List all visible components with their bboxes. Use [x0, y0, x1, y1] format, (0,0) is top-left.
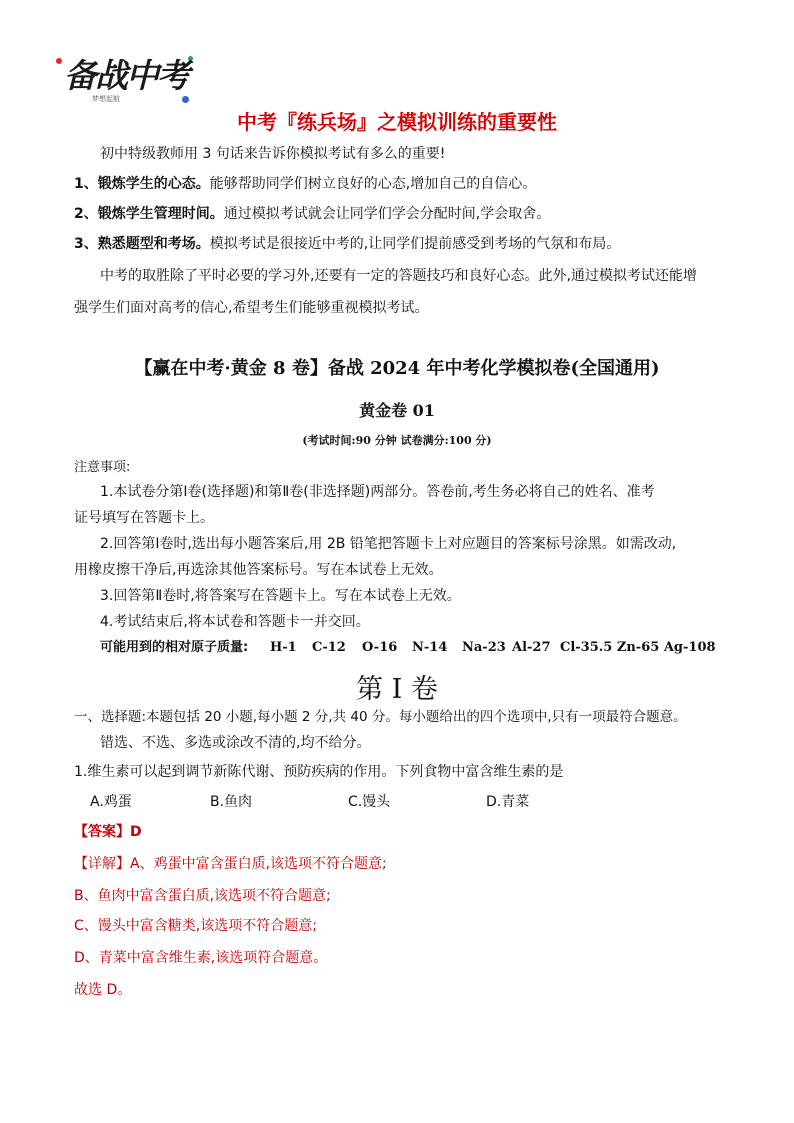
intro-point-text: 能够帮助同学们树立良好的心态,增加自己的自信心。 — [209, 176, 537, 192]
intro-point-label: 2、锻炼学生管理时间。 — [74, 206, 224, 222]
atomic-mass: Al-27 — [512, 640, 551, 655]
conclusion: 故选 D。 — [74, 982, 132, 998]
intro-point-text: 模拟考试是很接近中考的,让同学们提前感受到考场的气氛和布局。 — [209, 236, 621, 252]
intro-point-1 — [74, 174, 536, 194]
option-b: B.鱼肉 — [210, 794, 253, 810]
notes-item: 1.本试卷分第Ⅰ卷(选择题)和第Ⅱ卷(非选择题)两部分。答卷前,考生务必将自己的姓名、准考 — [100, 484, 655, 500]
option-c: C.馒头 — [348, 794, 391, 810]
atomic-mass: Cl-35.5 Zn-65 Ag-108 — [560, 640, 716, 655]
exam-time-info: (考试时间:90 分钟 试卷满分:100 分) — [302, 434, 492, 447]
atomic-mass-label: 可能用到的相对原子质量: — [100, 640, 249, 655]
detail-line: C、馒头中富含糖类,该选项不符合题意; — [74, 918, 317, 934]
detail-line: 【详解】A、鸡蛋中富含蛋白质,该选项不符合题意; — [74, 856, 387, 872]
atomic-mass: Na-23 — [462, 640, 506, 655]
logo-dot-icon — [188, 56, 193, 61]
detail-line: D、青菜中富含维生素,该选项符合题意。 — [74, 950, 328, 966]
atomic-mass: H-1 — [270, 640, 297, 655]
notes-item: 4.考试结束后,将本试卷和答题卡一并交回。 — [100, 614, 370, 630]
exam-subtitle: 黄金卷 01 — [359, 401, 435, 420]
logo-text: 备战中考 — [64, 56, 188, 95]
logo-dot-icon — [182, 96, 189, 103]
option-d: D.青菜 — [486, 794, 530, 810]
detail-line: B、鱼肉中富含蛋白质,该选项不符合题意; — [74, 888, 331, 904]
section-title: 第 I 卷 — [356, 674, 438, 705]
exam-title: 【赢在中考·黄金 8 卷】备战 2024 年中考化学模拟卷(全国通用) — [134, 358, 660, 379]
notes-item: 3.回答第Ⅱ卷时,将答案写在答题卡上。写在本试卷上无效。 — [100, 588, 461, 604]
atomic-mass: C-12 — [312, 640, 346, 655]
intro-point-label: 1、锻炼学生的心态。 — [74, 176, 210, 192]
intro-point-3 — [74, 234, 620, 254]
intro-lead: 初中特级教师用 3 句话来告诉你模拟考试有多么的重要! — [100, 146, 446, 162]
atomic-mass: N-14 — [412, 640, 448, 655]
answer-label: 【答案】D — [74, 824, 142, 840]
intro-closing-line2: 强学生们面对高考的信心,希望考生们能够重视模拟考试。 — [74, 300, 429, 316]
header-title: 中考『练兵场』之模拟训练的重要性 — [237, 110, 557, 134]
logo-dot-icon — [56, 58, 62, 64]
logo — [62, 50, 194, 108]
intro-point-text: 通过模拟考试就会让同学们学会分配时间,学会取舍。 — [223, 206, 551, 222]
intro-point-2 — [74, 204, 550, 224]
notes-item: 2.回答第Ⅰ卷时,选出每小题答案后,用 2B 铅笔把答题卡上对应题目的答案标号涂黑。如需改动, — [100, 536, 677, 552]
intro-point-label: 3、熟悉题型和考场。 — [74, 236, 210, 252]
notes-item: 用橡皮擦干净后,再选涂其他答案标号。写在本试卷上无效。 — [74, 562, 443, 578]
section-instruction-line1: 一、选择题:本题包括 20 小题,每小题 2 分,共 40 分。每小题给出的四个选项中,只有一项最符合题意。 — [74, 709, 687, 725]
notes-heading: 注意事项: — [74, 460, 131, 475]
option-a: A.鸡蛋 — [90, 794, 132, 810]
intro-closing-line1: 中考的取胜除了平时必要的学习外,还要有一定的答题技巧和良好心态。此外,通过模拟考试还能增 — [100, 268, 697, 284]
question-stem: 1.维生素可以起到调节新陈代谢、预防疾病的作用。下列食物中富含维生素的是 — [74, 764, 564, 780]
atomic-mass: O-16 — [362, 640, 398, 655]
notes-item: 证号填写在答题卡上。 — [74, 510, 214, 526]
logo-subtext: 梦想起航 — [92, 95, 120, 103]
section-instruction-line2: 错选、不选、多选或涂改不清的,均不给分。 — [100, 735, 371, 751]
